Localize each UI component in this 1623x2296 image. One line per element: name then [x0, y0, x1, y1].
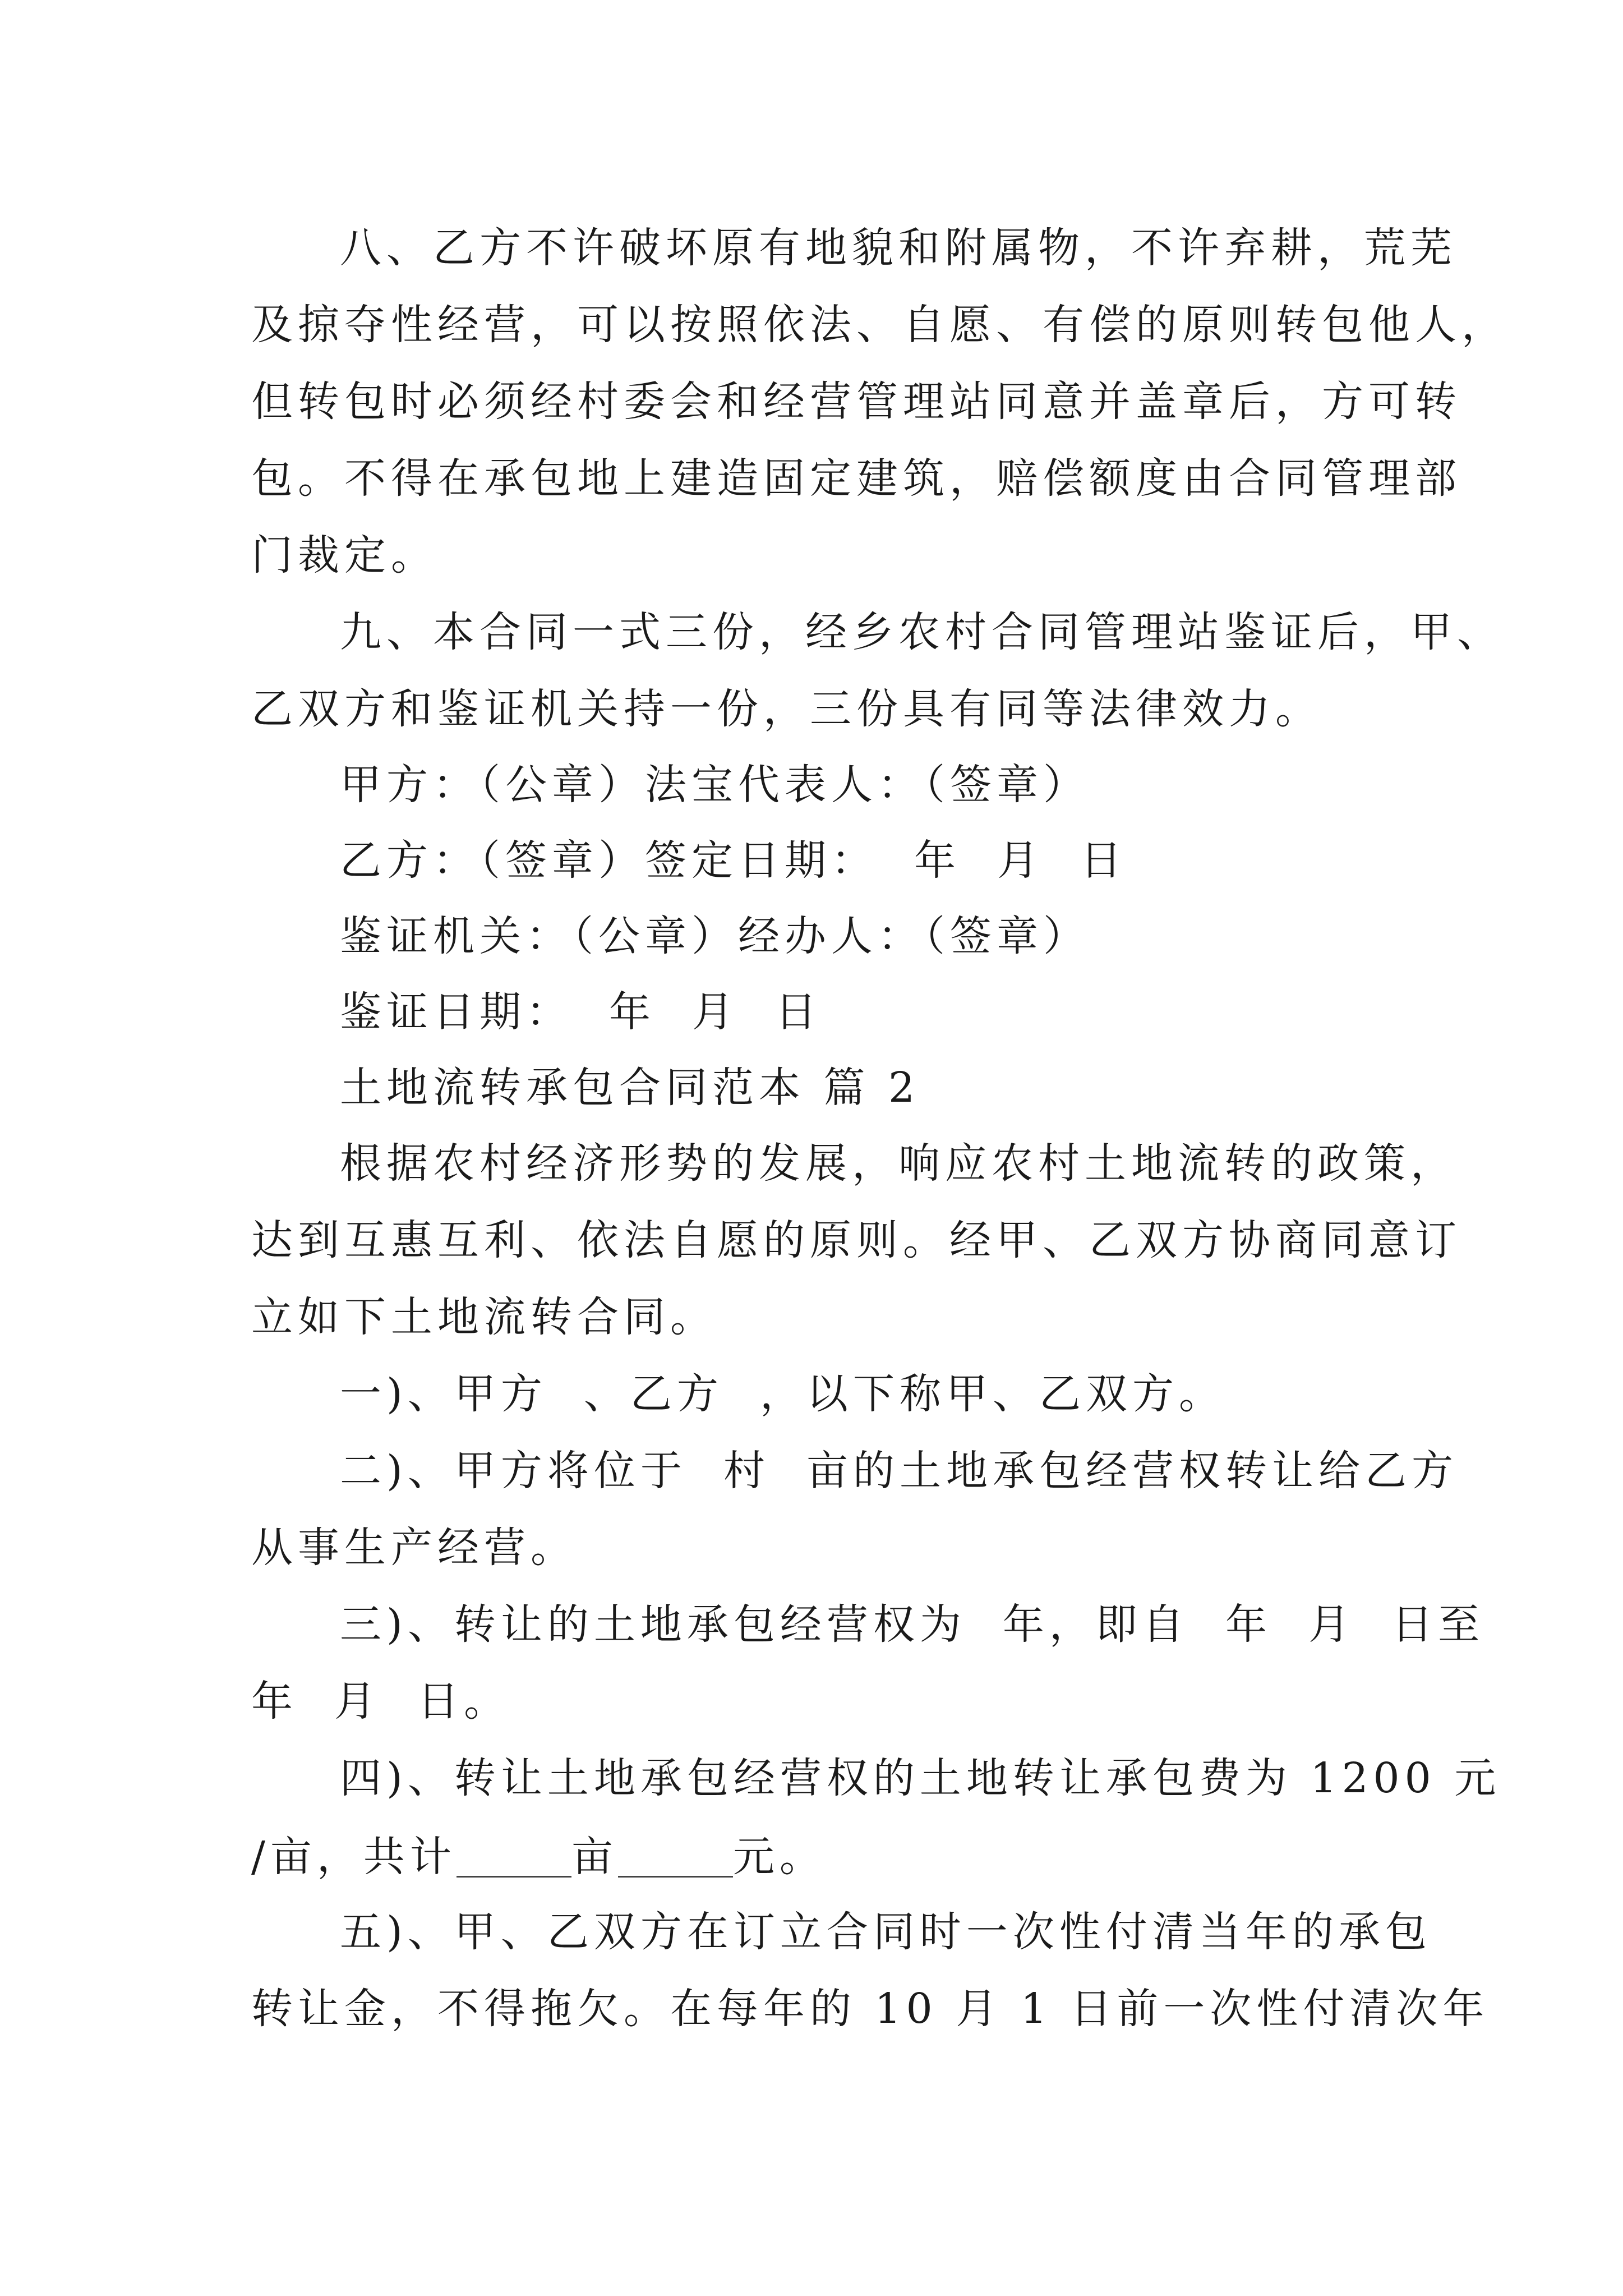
clause-5-line-2: 转让金，不得拖欠。在每年的 10 月 1 日前一次性付清次年 — [251, 1985, 1490, 2033]
signature-party-b: 乙方：（签章）签定日期： 年 月 日 — [340, 836, 1127, 885]
blank-field-mu — [457, 1834, 571, 1878]
clause-4-line-2 — [251, 1833, 826, 1881]
clause-8-line-4: 包。不得在承包地上建造固定建筑，赔偿额度由合同管理部 — [251, 454, 1461, 503]
clause-8-line-5: 门裁定。 — [251, 531, 437, 579]
clause-4-line-1: 四)、转让土地承包经营权的土地转让承包费为 1200 元 — [340, 1754, 1501, 1802]
clause-4-text-a: /亩，共计 — [251, 1833, 457, 1881]
clause-4-text-b: 亩 — [571, 1833, 618, 1881]
clause-8-line-2: 及掠夺性经营，可以按照依法、自愿、有偿的原则转包他人， — [251, 301, 1508, 349]
intro-line-2: 达到互惠互利、依法自愿的原则。经甲、乙双方协商同意订 — [251, 1216, 1461, 1264]
clause-5-line-1: 五)、甲、乙双方在订立合同时一次性付清当年的承包 — [340, 1908, 1432, 1956]
clause-8-line-1: 八、乙方不许破坏原有地貌和附属物，不许弃耕，荒芜 — [340, 224, 1457, 272]
clause-2-line-1: 二)、甲方将位于 村 亩的土地承包经营权转让给乙方 — [340, 1447, 1458, 1495]
signature-verify-date: 鉴证日期： 年 月 日 — [340, 988, 822, 1036]
clause-3-line-1: 三)、转让的土地承包经营权为 年，即自 年 月 日至 — [340, 1600, 1485, 1649]
signature-party-a: 甲方：（公章）法宝代表人：（签章） — [340, 761, 1090, 809]
section-heading: 土地流转承包合同范本 篇 2 — [340, 1064, 920, 1112]
signature-authority: 鉴证机关：（公章）经办人：（签章） — [340, 912, 1090, 960]
intro-line-3: 立如下土地流转合同。 — [251, 1293, 717, 1341]
clause-9-line-2: 乙双方和鉴证机关持一份，三份具有同等法律效力。 — [251, 685, 1322, 733]
blank-field-yuan — [618, 1834, 733, 1878]
clause-4-text-c: 元。 — [732, 1833, 826, 1881]
clause-8-line-3: 但转包时必须经村委会和经营管理站同意并盖章后，方可转 — [251, 378, 1461, 426]
clause-1: 一)、甲方 、乙方 ，以下称甲、乙双方。 — [340, 1370, 1225, 1418]
intro-line-1: 根据农村经济形势的发展，响应农村土地流转的政策， — [340, 1139, 1457, 1188]
clause-9-line-1: 九、本合同一式三份，经乡农村合同管理站鉴证后，甲、 — [340, 608, 1504, 656]
clause-3-line-2: 年 月 日。 — [251, 1677, 511, 1726]
clause-2-line-2: 从事生产经营。 — [251, 1524, 577, 1572]
